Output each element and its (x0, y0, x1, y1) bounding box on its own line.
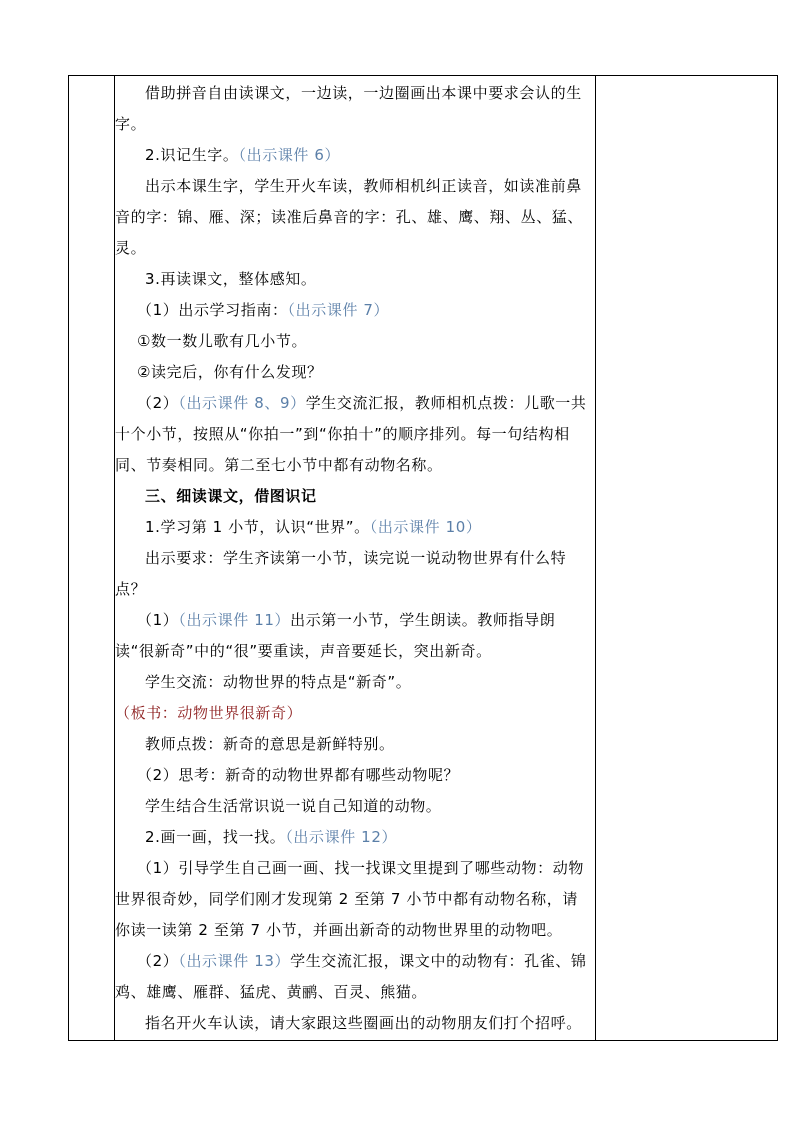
paragraph-2 (115, 140, 591, 171)
paragraph-13 (115, 667, 591, 729)
paragraph-16 (115, 791, 591, 822)
paragraph-text: 学生结合生活常识说一说自己知道的动物。 (145, 797, 442, 815)
paragraph-text: 2.画一画，找一找。 (145, 828, 286, 846)
paragraph-text: （1） (137, 611, 179, 629)
paragraph-text: 学生交流汇报，课文中的动物有：孔雀、锦鸡、雄鹰、雁群、猛虎、黄鹂、百灵、熊猫。 (115, 952, 587, 1001)
paragraph-7 (115, 357, 591, 388)
paragraph-text: 出示要求：学生齐读第一小节，读完说一说动物世界有什么特点？ (115, 549, 567, 598)
paragraph-19 (115, 946, 591, 1008)
paragraph-8 (115, 388, 591, 481)
paragraph-text: 2.识记生字。 (145, 146, 239, 164)
paragraph-text: ②读完后，你有什么发现？ (137, 363, 323, 381)
paragraph-text: 教师点拨：新奇的意思是新鲜特别。 (145, 735, 395, 753)
courseware-reference: （出示课件 7） (287, 301, 390, 319)
paragraph-14 (115, 729, 591, 760)
courseware-reference: （出示课件 13） (178, 952, 291, 970)
paragraph-11 (115, 543, 591, 605)
paragraph-text: 学生交流汇报，教师相机点拨：儿歌一共十个小节，按照从“你拍一”到“你拍十”的顺序排列。每一句结构相同、节奏相同。第二至七小节中都有动物名称。 (115, 394, 587, 474)
paragraph-4 (115, 264, 591, 295)
paragraph-text: 出示本课生字，学生开火车读，教师相机纠正读音，如读准前鼻音的字：锦、雁、深；读准后鼻音的字：孔、雄、鹰、翔、丛、猛、灵。 (115, 177, 584, 257)
paragraph-text: 3.再读课文，整体感知。 (145, 270, 317, 288)
paragraph-20 (115, 1008, 591, 1039)
paragraph-5 (115, 295, 591, 326)
lesson-content-cell (115, 78, 591, 1039)
paragraph-10 (115, 512, 591, 543)
paragraph-3 (115, 171, 591, 264)
blackboard-note: （板书：动物世界很新奇） (115, 704, 303, 722)
paragraph-text: （1）出示学习指南： (137, 301, 288, 319)
courseware-reference: （出示课件 10） (369, 518, 482, 536)
paragraph-text: 1.学习第 1 小节，认识“世界”。 (145, 518, 370, 536)
paragraph-text: 出示第一小节，学生朗读。教师指导朗读“很新奇”中的“很”要重读，声音要延长，突出新奇。 (115, 611, 556, 660)
paragraph-text: （2） (137, 952, 179, 970)
paragraph-9 (115, 481, 591, 512)
paragraph-text: （1）引导学生自己画一画、找一找课文里提到了哪些动物：动物世界很奇妙，同学们刚才发现第 2 至第 7 小节中都有动物名称，请你读一读第 2 至第 7 小节，并画出新奇的动物世界里的动物吧。 (115, 859, 584, 939)
paragraph-text: （2） (137, 394, 179, 412)
paragraph-6 (115, 326, 591, 357)
paragraph-text: ①数一数儿歌有几小节。 (137, 332, 308, 350)
courseware-reference: （出示课件 11） (178, 611, 291, 629)
paragraph-18 (115, 853, 591, 946)
paragraph-text: 学生交流：动物世界的特点是“新奇”。 (145, 673, 412, 691)
paragraph-1 (115, 78, 591, 140)
paragraph-12 (115, 605, 591, 667)
paragraph-text: 三、细读课文，借图识记 (145, 487, 317, 505)
paragraph-text: 借助拼音自由读课文，一边读，一边圈画出本课中要求会认的生字。 (115, 84, 582, 133)
paragraph-15 (115, 760, 591, 791)
paragraph-17 (115, 822, 591, 853)
right-column-divider (595, 76, 596, 1040)
courseware-reference: （出示课件 6） (238, 146, 341, 164)
courseware-reference: （出示课件 12） (285, 828, 398, 846)
paragraph-text: （2）思考：新奇的动物世界都有哪些动物呢？ (137, 766, 460, 784)
paragraph-text: 指名开火车认读，请大家跟这些圈画出的动物朋友们打个招呼。 (145, 1014, 582, 1032)
courseware-reference: （出示课件 8、9） (178, 394, 306, 412)
